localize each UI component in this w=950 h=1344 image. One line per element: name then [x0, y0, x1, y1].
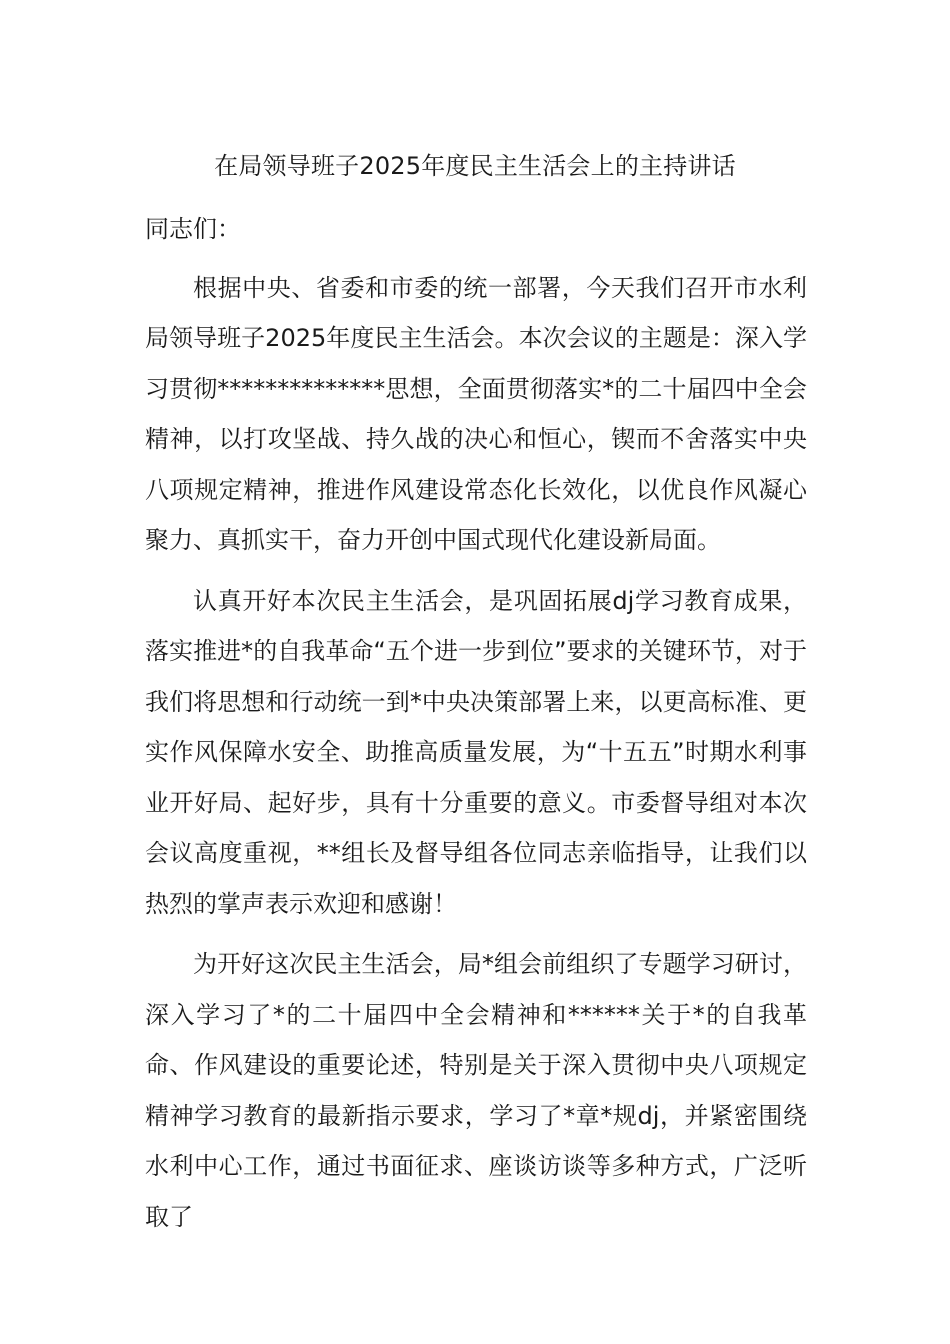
- paragraph-1: 根据中央、省委和市委的统一部署，今天我们召开市水利局领导班子2025年度民主生活会。本次会议的主题是：深入学习贯彻**************思想，全面贯彻落实*的二十届四中全会精神，以打攻坚战、持久战的决心和恒心，锲而不舍落实中央八项规定精神，推进作风建设常态化长效化，以优良作风凝心聚力、真抓实干，奋力开创中国式现代化建设新局面。: [145, 273, 807, 554]
- document-body: [145, 204, 807, 1252]
- paragraph-3: 为开好这次民主生活会，局*组会前组织了专题学习研讨，深入学习了*的二十届四中全会精神和******关于*的自我革命、作风建设的重要论述，特别是关于深入贯彻中央八项规定精神学习教育的最新指示要求，学习了*章*规dj，并紧密围绕水利中心工作，通过书面征求、座谈访谈等多种方式，广泛听取了: [145, 950, 807, 1231]
- paragraph-2: 认真开好本次民主生活会，是巩固拓展dj学习教育成果，落实推进*的自我革命“五个进一步到位”要求的关键环节，对于我们将思想和行动统一到*中央决策部署上来，以更高标准、更实作风保障水安全、助推高质量发展，为“十五五”时期水利事业开好局、起好步，具有十分重要的意义。市委督导组对本次会议高度重视，**组长及督导组各位同志亲临指导，让我们以热烈的掌声表示欢迎和感谢！: [145, 586, 807, 918]
- salutation: 同志们：: [145, 215, 241, 243]
- document-title: 在局领导班子2025年度民主生活会上的主持讲话: [214, 152, 736, 180]
